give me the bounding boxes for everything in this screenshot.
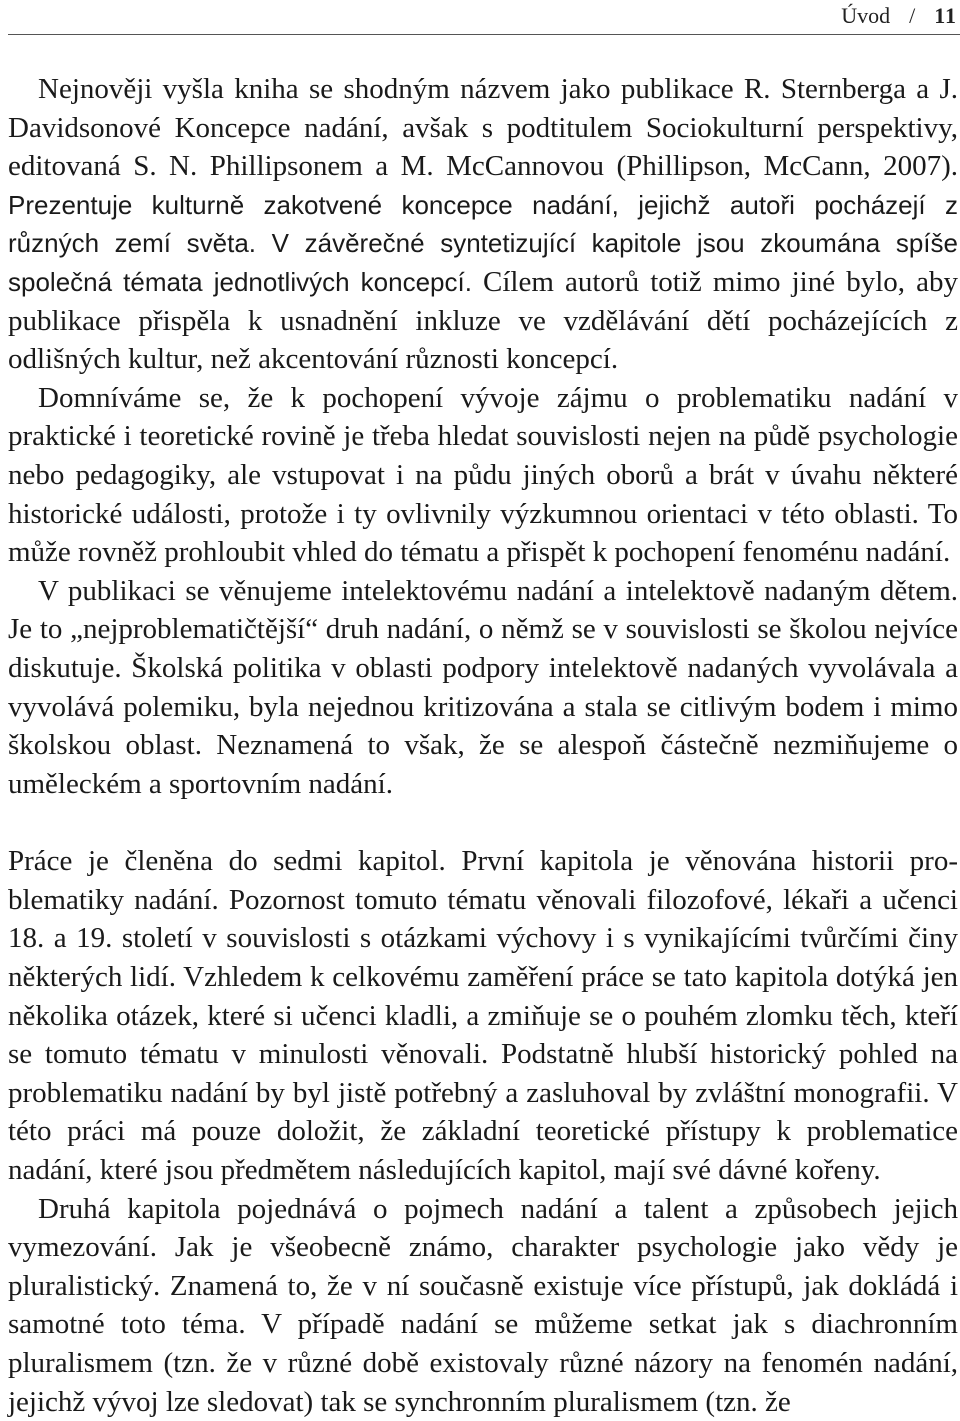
page-body [8, 70, 958, 1421]
paragraph-5-text: Druhá kapitola pojednává o pojmech nadání a talent a způsobech jejich vymezování. Jak je všeobecně známo, charakter psychologie jako vědy je pluralistický. Znamená to, že v ní současně existuje více přístupů, jak dokládá i samotné toto téma. V případě nadání se můžeme setkat jak s diachronním pluralismem (tzn. že v různé době existovaly různé názory na fenomén nadání, jejichž vývoj lze sledovat) tak se synchronním pluralismem (tzn. že [8, 1192, 958, 1418]
page-number: 11 [934, 3, 957, 28]
paragraph-1-sentence-2: Prezentuje kulturně zakotvené koncepce nadání, jejichž autoři pocházejí z různých zemí světa. V závěrečné syntetizující kapitole jsou zkoumána spíše společná témata jednotlivých koncepcí. [8, 189, 958, 297]
section-title: Úvod [841, 3, 891, 28]
paragraph-1 [8, 70, 958, 379]
paragraph-3-text: V publikaci se věnujeme intelektovému nadání a intelektově nadaným dětem. Je to „nejproblematičtější“ druh nadání, o němž se v souvislosti se školou nejvíce diskutuje. Školská politika v oblasti podpory intelektově nadaných vyvolávala a vyvolává polemiku, byla nejednou kritizována a stala se citlivým bodem i mimo školskou oblast. Neznamená to však, že se alespoň částečně nezmiňujeme o uměleckém a sportovním nadání. [8, 574, 958, 800]
paragraph-5 [8, 1190, 958, 1421]
section-gap [8, 803, 958, 842]
header-separator: / [909, 3, 916, 28]
paragraph-4 [8, 842, 958, 1189]
paragraph-1-sentence-1: Nejnověji vyšla kniha se shodným názvem jako publikace R. Sternberga a J. Davidsonové Koncepce nadání, avšak s podtitulem Sociokulturní perspektivy, editovaná S. N. Phillipsonem a M. McCannovou (Phillipson, McCann, 2007). [8, 73, 958, 183]
paragraph-3 [8, 572, 958, 804]
paragraph-2-text: Domníváme se, že k pochopení vývoje zájmu o problematiku nadání v praktické i teoretické rovině je třeba hledat souvislosti nejen na půdě psychologie nebo pedagogiky, ale vstupovat i na půdu jiných oborů a brát v úvahu některé historické události, protože i ty ovlivnily výzkumnou orientaci v této oblasti. To může rovněž prohloubit vhled do tématu a přispět k pochopení fenoménu nadání. [8, 381, 958, 569]
paragraph-4-text: Práce je členěna do sedmi kapitol. První kapitola je věnována historii problematiky nadání. Pozornost tomuto tématu věnovali filozofové, lékaři a učenci 18. a 19. století v souvislosti s otázkami výchovy i s vynikajícími tvůrčími činy některých lidí. Vzhledem k celkovému zaměření práce se tato kapitola dotýká jen několika otázek, které si učenci kladli, a zmiňuje se o pouhém zlomku těch, kteří se tomuto tématu v minulosti věnovali. Podstatně hlubší historický pohled na problematiku nadání by byl jistě potřebný a zasluhoval by zvláštní monografii. V této práci má pouze doložit, že základní teoretické přístupy k problematice nadání, které jsou předmětem následujících kapitol, mají své dávné kořeny. [8, 845, 958, 1187]
page-header [8, 0, 960, 35]
paragraph-1-sentence-3: Cílem autorů totiž mimo jiné bylo, aby publikace přispěla k usnadnění inkluze ve vzdělávání dětí pocházejících z odlišných kultur, než akcentování různosti koncepcí. [8, 265, 958, 376]
running-head [841, 3, 957, 29]
paragraph-2 [8, 379, 958, 572]
